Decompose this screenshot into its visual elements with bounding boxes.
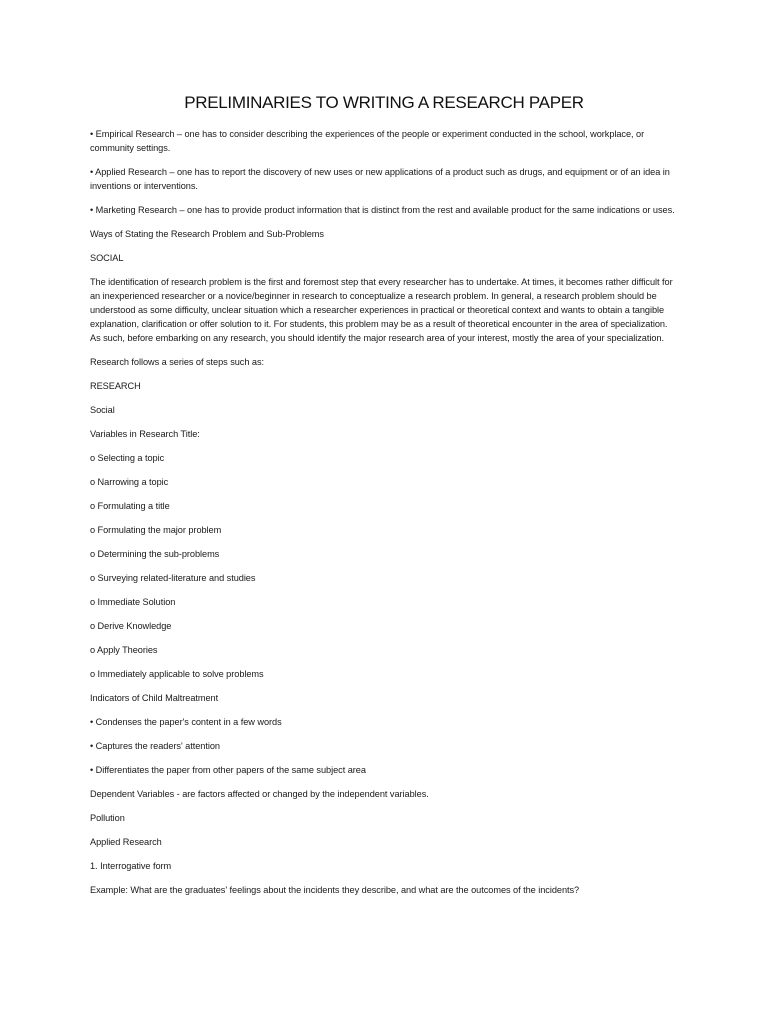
paragraph-social-heading: SOCIAL: [90, 253, 124, 263]
paragraph-ways-of-stating: Ways of Stating the Research Problem and Sub-Problems: [90, 229, 324, 239]
paragraph-research-heading: RESEARCH: [90, 381, 141, 391]
list-item-formulating-title: o Formulating a title: [90, 501, 170, 511]
list-item-selecting-topic: o Selecting a topic: [90, 453, 165, 463]
paragraph-example: Example: What are the graduates' feelings about the incidents they describe, and what are the outcomes of the incidents?: [90, 885, 580, 895]
paragraph-variables-title: Variables in Research Title:: [90, 429, 200, 439]
list-item-determining-sub-problems: o Determining the sub-problems: [90, 549, 220, 559]
list-item-condenses-content: • Condenses the paper's content in a few words: [90, 717, 282, 727]
paragraph-empirical-research: • Empirical Research – one has to consider describing the experiences of the people or experiment conducted in the school, workplace, or community settings.: [90, 129, 645, 153]
paragraph-applied-research: • Applied Research – one has to report the discovery of new uses or new applications of a product such as drugs, and equipment or of an idea in inventions or interventions.: [90, 167, 670, 191]
list-item-derive-knowledge: o Derive Knowledge: [90, 621, 172, 631]
list-item-immediate-solution: o Immediate Solution: [90, 597, 176, 607]
list-item-captures-attention: • Captures the readers' attention: [90, 741, 220, 751]
document-body: [90, 127, 680, 907]
list-item-surveying-literature: o Surveying related-literature and studies: [90, 573, 256, 583]
paragraph-child-maltreatment: Indicators of Child Maltreatment: [90, 693, 219, 703]
paragraph-applied-research-heading: Applied Research: [90, 837, 162, 847]
paragraph-interrogative-form: 1. Interrogative form: [90, 861, 172, 871]
paragraph-social: Social: [90, 405, 115, 415]
list-item-apply-theories: o Apply Theories: [90, 645, 158, 655]
list-item-immediately-applicable: o Immediately applicable to solve problems: [90, 669, 264, 679]
list-item-differentiates-paper: • Differentiates the paper from other papers of the same subject area: [90, 765, 366, 775]
paragraph-identification: The identification of research problem is the first and foremost step that every researcher has to undertake. At times, it becomes rather difficult for an inexperienced researcher or a novice/beginner in research to conceptualize a research problem. In general, a research problem should be understood as some difficulty, unclear situation which a researcher experiences in practical or theoretical context and wants to obtain a tangible explanation, clarification or offer solution to it. For students, this problem may be as a result of theoretical encounter in the area of specialization. As such, before embarking on any research, you should identify the major research area of your interest, mostly the area of your specialization.: [90, 277, 673, 343]
paragraph-pollution: Pollution: [90, 813, 125, 823]
paragraph-marketing-research: • Marketing Research – one has to provide product information that is distinct from the rest and available product for the same indications or uses.: [90, 205, 675, 215]
document-title: PRELIMINARIES TO WRITING A RESEARCH PAPER: [184, 93, 584, 112]
list-item-narrowing-topic: o Narrowing a topic: [90, 477, 169, 487]
list-item-formulating-major-problem: o Formulating the major problem: [90, 525, 222, 535]
paragraph-series-of-steps: Research follows a series of steps such as:: [90, 357, 265, 367]
paragraph-dependent-variables: Dependent Variables - are factors affected or changed by the independent variables.: [90, 789, 429, 799]
